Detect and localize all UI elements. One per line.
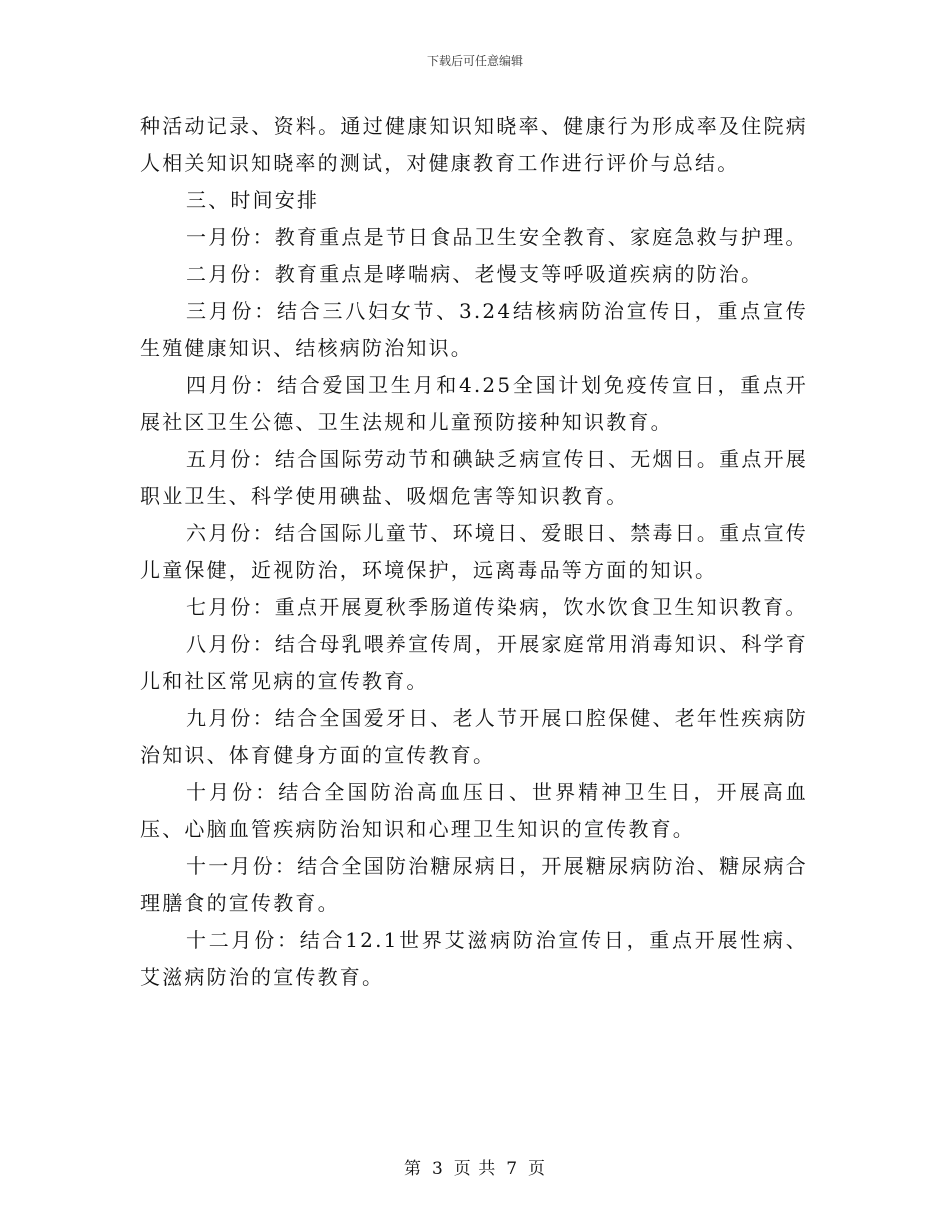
month-paragraph-may: 五月份：结合国际劳动节和碘缺乏病宣传日、无烟日。重点开展职业卫生、科学使用碘盐、吸烟危害等知识教育。 [140, 447, 808, 508]
section-heading-schedule: 三、时间安排 [186, 188, 320, 212]
document-body [140, 108, 808, 996]
month-paragraph-july: 七月份：重点开展夏秋季肠道传染病，饮水饮食卫生知识教育。 [186, 595, 808, 619]
month-paragraph-september: 九月份：结合全国爱牙日、老人节开展口腔保健、老年性疾病防治知识、体育健身方面的宣传教育。 [140, 706, 808, 767]
page-label-prefix: 第 [403, 1159, 422, 1179]
current-page-number: 3 [431, 1159, 444, 1179]
page-label-suffix: 页 [528, 1159, 547, 1179]
month-paragraph-august: 八月份：结合母乳喂养宣传周，开展家庭常用消毒知识、科学育儿和社区常见病的宣传教育。 [140, 632, 808, 693]
month-paragraph-january: 一月份：教育重点是节日食品卫生安全教育、家庭急救与护理。 [186, 225, 808, 249]
page-footer [0, 1154, 950, 1179]
month-paragraph-april: 四月份：结合爱国卫生月和4.25全国计划免疫传宣日，重点开展社区卫生公德、卫生法规和儿童预防接种知识教育。 [140, 373, 808, 434]
body-paragraph: 种活动记录、资料。通过健康知识知晓率、健康行为形成率及住院病人相关知识知晓率的测试，对健康教育工作进行评价与总结。 [140, 114, 808, 175]
month-paragraph-june: 六月份：结合国际儿童节、环境日、爱眼日、禁毒日。重点宣传儿童保健，近视防治，环境保护，远离毒品等方面的知识。 [140, 521, 808, 582]
month-paragraph-february: 二月份：教育重点是哮喘病、老慢支等呼吸道疾病的防治。 [186, 262, 764, 286]
page-label-middle: 页 共 [453, 1159, 497, 1179]
month-paragraph-december: 十二月份：结合12.1世界艾滋病防治宣传日，重点开展性病、艾滋病防治的宣传教育。 [140, 928, 808, 989]
month-paragraph-october: 十月份：结合全国防治高血压日、世界精神卫生日，开展高血压、心脑血管疾病防治知识和心理卫生知识的宣传教育。 [140, 780, 808, 841]
total-pages-number: 7 [506, 1159, 519, 1179]
page-header: 下载后可任意编辑 [426, 54, 523, 68]
month-paragraph-march: 三月份：结合三八妇女节、3.24结核病防治宣传日，重点宣传生殖健康知识、结核病防治知识。 [140, 299, 808, 360]
month-paragraph-november: 十一月份：结合全国防治糖尿病日，开展糖尿病防治、糖尿病合理膳食的宣传教育。 [140, 854, 808, 915]
